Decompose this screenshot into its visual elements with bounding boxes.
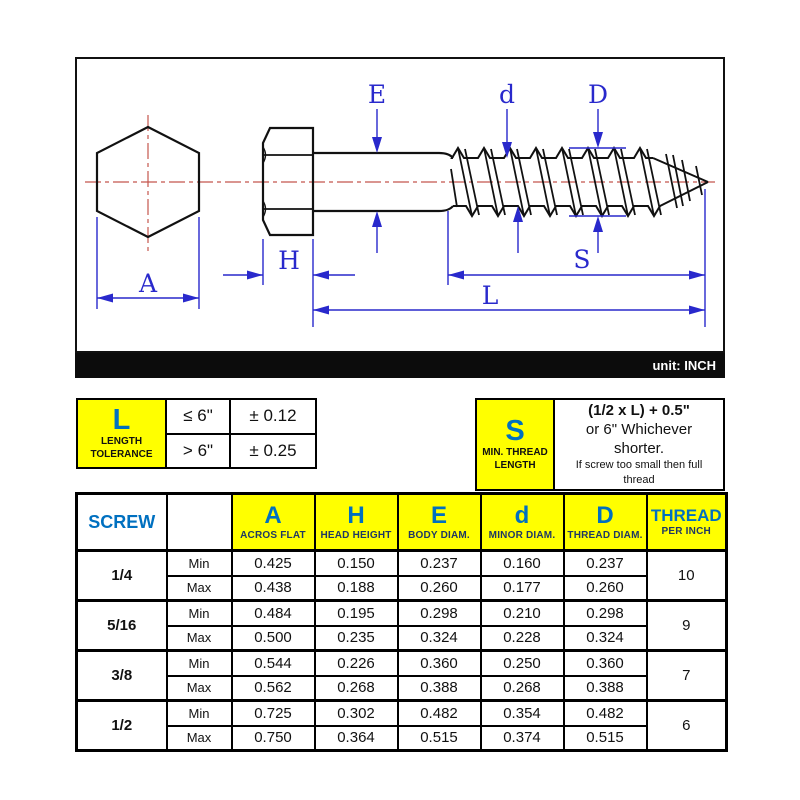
table-row xyxy=(77,701,727,726)
value-cell: 0.250 xyxy=(481,651,564,676)
value-cell: 0.544 xyxy=(232,651,315,676)
tpi-cell: 7 xyxy=(647,651,727,701)
header-screw: SCREW xyxy=(77,494,167,551)
value-cell: 0.260 xyxy=(564,576,647,601)
value-cell: 0.237 xyxy=(564,551,647,576)
header-col-E xyxy=(398,494,481,551)
minmax-cell: Max xyxy=(167,626,232,651)
value-cell: 0.438 xyxy=(232,576,315,601)
value-cell: 0.354 xyxy=(481,701,564,726)
length-tolerance-caption-1: LENGTH xyxy=(100,436,143,447)
dim-label-L: L xyxy=(481,281,499,310)
length-tolerance-caption-2: TOLERANCE xyxy=(90,449,153,460)
tpi-cell: 9 xyxy=(647,601,727,651)
value-cell: 0.750 xyxy=(232,726,315,751)
header-row xyxy=(77,494,727,551)
value-cell: 0.425 xyxy=(232,551,315,576)
value-cell: 0.302 xyxy=(315,701,398,726)
min-thread-formula: (1/2 x L) + 0.5" xyxy=(588,402,690,419)
col-sublabel: THREAD DIAM. xyxy=(567,529,643,541)
value-cell: 0.260 xyxy=(398,576,481,601)
tpi-cell: 6 xyxy=(647,701,727,751)
size-cell: 5/16 xyxy=(77,601,167,651)
col-letter: A xyxy=(264,502,282,530)
min-thread-length-table xyxy=(475,398,725,491)
tolerance-condition: ≤ 6" xyxy=(166,399,230,434)
tolerance-value: ± 0.12 xyxy=(230,399,316,434)
size-cell: 1/2 xyxy=(77,701,167,751)
unit-bar xyxy=(75,353,725,378)
value-cell: 0.388 xyxy=(398,676,481,701)
dim-d xyxy=(499,80,523,253)
value-cell: 0.324 xyxy=(564,626,647,651)
tolerance-condition: > 6" xyxy=(166,434,230,469)
thread-title: THREAD xyxy=(650,505,722,525)
min-thread-caption-1: MIN. THREAD xyxy=(482,446,548,458)
min-thread-key-cell xyxy=(476,399,554,490)
value-cell: 0.360 xyxy=(564,651,647,676)
value-cell: 0.515 xyxy=(398,726,481,751)
length-tolerance-table xyxy=(76,398,317,469)
table-row xyxy=(77,551,727,576)
dim-label-H: H xyxy=(278,246,300,275)
value-cell: 0.364 xyxy=(315,726,398,751)
value-cell: 0.500 xyxy=(232,626,315,651)
value-cell: 0.210 xyxy=(481,601,564,626)
thread-sublabel: PER INCH xyxy=(661,526,711,538)
value-cell: 0.228 xyxy=(481,626,564,651)
value-cell: 0.482 xyxy=(398,701,481,726)
col-sublabel: MINOR DIAM. xyxy=(488,529,556,541)
length-tolerance-key-cell xyxy=(77,399,166,468)
minmax-cell: Max xyxy=(167,576,232,601)
minmax-cell: Min xyxy=(167,701,232,726)
value-cell: 0.725 xyxy=(232,701,315,726)
dim-label-E: E xyxy=(367,80,387,109)
tpi-cell: 10 xyxy=(647,551,727,601)
value-cell: 0.562 xyxy=(232,676,315,701)
value-cell: 0.235 xyxy=(315,626,398,651)
col-sublabel: BODY DIAM. xyxy=(408,529,470,541)
header-blank xyxy=(167,494,232,551)
minmax-cell: Min xyxy=(167,601,232,626)
dim-label-D: D xyxy=(587,80,609,109)
min-thread-alt: or 6" Whichever shorter. xyxy=(585,420,693,457)
unit-label: unit: INCH xyxy=(652,358,716,373)
value-cell: 0.515 xyxy=(564,726,647,751)
header-col-A xyxy=(232,494,315,551)
col-letter: E xyxy=(430,502,447,530)
table-row xyxy=(77,651,727,676)
screw-tip xyxy=(653,154,708,208)
dim-label-A: A xyxy=(138,269,158,298)
min-thread-letter: S xyxy=(505,414,525,447)
header-col-D xyxy=(564,494,647,551)
value-cell: 0.237 xyxy=(398,551,481,576)
lag-screw-diagram xyxy=(77,59,723,351)
value-cell: 0.226 xyxy=(315,651,398,676)
value-cell: 0.388 xyxy=(564,676,647,701)
col-sublabel: HEAD HEIGHT xyxy=(320,529,392,541)
value-cell: 0.374 xyxy=(481,726,564,751)
col-letter: d xyxy=(514,502,530,530)
value-cell: 0.360 xyxy=(398,651,481,676)
minmax-cell: Max xyxy=(167,726,232,751)
minmax-cell: Min xyxy=(167,551,232,576)
value-cell: 0.177 xyxy=(481,576,564,601)
dim-label-S: S xyxy=(573,245,591,274)
tolerance-value: ± 0.25 xyxy=(230,434,316,469)
value-cell: 0.195 xyxy=(315,601,398,626)
table-row xyxy=(77,601,727,626)
col-letter: H xyxy=(347,502,365,530)
header-col-thread xyxy=(647,494,727,551)
dim-E xyxy=(368,80,386,253)
min-thread-caption-2: LENGTH xyxy=(494,459,536,471)
value-cell: 0.268 xyxy=(481,676,564,701)
minmax-cell: Max xyxy=(167,676,232,701)
header-col-d xyxy=(481,494,564,551)
header-col-H xyxy=(315,494,398,551)
minmax-cell: Min xyxy=(167,651,232,676)
dim-label-d: d xyxy=(498,80,516,109)
value-cell: 0.484 xyxy=(232,601,315,626)
value-cell: 0.150 xyxy=(315,551,398,576)
table-row xyxy=(77,676,727,701)
min-thread-rule-cell xyxy=(554,399,724,490)
dim-L xyxy=(313,281,705,315)
value-cell: 0.160 xyxy=(481,551,564,576)
size-cell: 3/8 xyxy=(77,651,167,701)
col-sublabel: ACROS FLAT xyxy=(240,529,306,541)
table-row xyxy=(77,576,727,601)
size-cell: 1/4 xyxy=(77,551,167,601)
min-thread-note: If screw too small then full thread xyxy=(575,459,703,486)
value-cell: 0.482 xyxy=(564,701,647,726)
length-tolerance-letter: L xyxy=(112,404,131,436)
value-cell: 0.324 xyxy=(398,626,481,651)
table-row xyxy=(77,726,727,751)
dim-H xyxy=(223,239,355,327)
screw-dimensions-table xyxy=(75,492,728,752)
value-cell: 0.188 xyxy=(315,576,398,601)
value-cell: 0.298 xyxy=(564,601,647,626)
table-row xyxy=(77,626,727,651)
value-cell: 0.268 xyxy=(315,676,398,701)
screw-technical-drawing xyxy=(75,57,725,353)
col-letter: D xyxy=(596,502,614,530)
value-cell: 0.298 xyxy=(398,601,481,626)
